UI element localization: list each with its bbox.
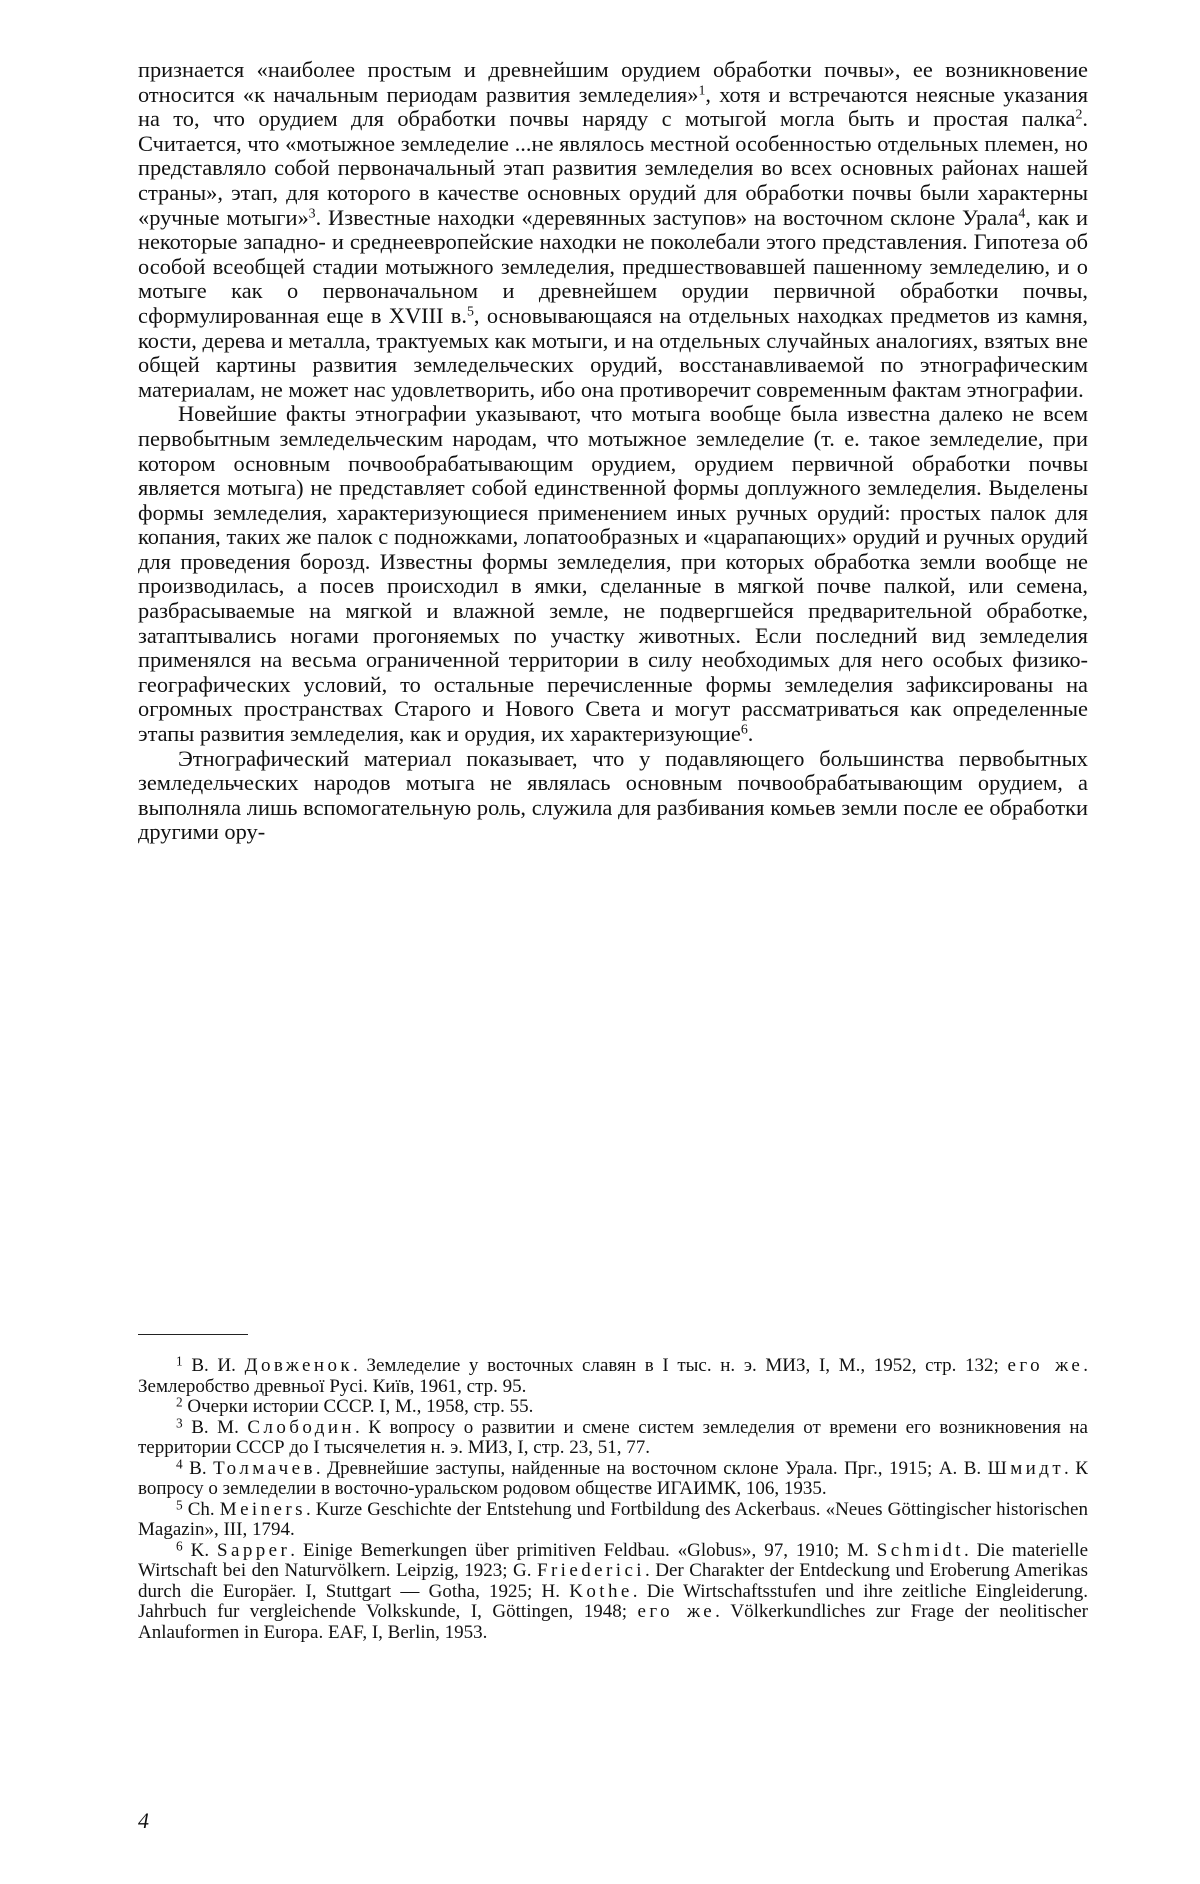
footnote-ref: 1 (698, 82, 706, 98)
footnote (138, 1497, 1088, 1541)
footnote-ref: 5 (466, 304, 474, 320)
main-text (138, 58, 1088, 845)
paragraph (138, 58, 1088, 402)
page (138, 57, 1089, 1833)
footnote-text: . Kurze Geschichte der Entstehung und Fortbildung des Ackerbaus. «Neues Göttingischer historischen Magazin», III, 1794. (138, 1498, 1088, 1540)
text-run: Этнографический материал показывает, что у подавляющего большинства первобытных земледельческих народов мотыга не являлась основным почвообрабатывающим орудием, а выполняла лишь вспомогательную роль, служила для разбивания комьев земли после ее обработки другими ору- (138, 745, 1088, 845)
author-name: Kothe (569, 1580, 633, 1602)
footnote-number: 3 (176, 1415, 183, 1431)
footnote-text: Очерки истории СССР. I, М., 1958, стр. 55. (187, 1396, 534, 1417)
author-name: Слободин (247, 1416, 355, 1438)
footnote-text: В. М. (191, 1416, 248, 1438)
text-run: , хотя и встречаются неясные указания на то, что орудием для обработки почвы наряду с мотыгой могла быть и простая палка (138, 81, 1088, 132)
footnote-ref: 4 (1018, 205, 1026, 221)
footnote-number: 6 (176, 1538, 183, 1554)
author-name: Meiners (219, 1498, 306, 1520)
footnote (138, 1415, 1088, 1459)
footnote-text: . К вопросу о земледелии в восточно-уральском родовом обществе ИГАИМК, 106, 1935. (138, 1457, 1088, 1499)
footnote-text: K. (190, 1539, 217, 1561)
footnote-number: 4 (176, 1456, 183, 1472)
author-name: Sapper (217, 1539, 291, 1561)
text-run: Новейшие факты этнографии указывают, что мотыга вообще была известна далеко не всем первобытным земледельческим народам, что мотыжное земледелие (т. е. такое земледелие, при котором основным почвообрабатывающим орудием, орудием первичной обработки почвы является мотыга) не представляет собой единственной формы доплужного земледелия. Выделены формы земледелия, характеризующиеся применением иных ручных орудий: простых палок для копания, таких же палок с подножками, лопатообразных и «царапающих» орудий и ручных орудий для проведения борозд. Известны формы земледелия, при которых обработка земли вообще не производилась, а посев происходил в ямки, сделанные в мягкой почве палкой, или семена, разбрасываемые на мягкой и влажной земле, не подвергшейся предварительной обработке, затаптывались ногами прогоняемых по участку животных. Если последний вид земледелия применялся на весьма ограниченной территории в силу необходимых для него особых физико-географических условий, то остальные перечисленные формы земледелия зафиксированы на огромных пространствах Старого и Нового Света и могут рассматриваться как определенные этапы развития земледелия, как и орудия, их характеризующие (138, 401, 1088, 747)
author-name: его же (637, 1601, 716, 1622)
author-name: Толмачев (213, 1457, 316, 1479)
footnote (138, 1538, 1088, 1644)
author-name: Friederici (536, 1560, 646, 1581)
footnote-number: 2 (176, 1394, 183, 1410)
author-name: Довженок (244, 1355, 354, 1376)
page-number: 4 (138, 1808, 149, 1833)
author-name: Шмидт (987, 1457, 1065, 1479)
footnote-ref: 2 (1075, 107, 1083, 123)
text-run: , как и некоторые западно- и среднеевропейские находки не поколебали этого представления. Гипотеза об особой всеобщей стадии мотыжного земледелия, предшествовавшей пашенному земледелию, и о мотыге как о первоначальном и древнейшем орудии первичной обработки почвы, сформулированная еще в XVIII в. (138, 204, 1089, 328)
footnote-text: . Землеробство древньої Русі. Київ, 1961, стр. 95. (138, 1355, 1088, 1397)
text-run: . Считается, что «мотыжное земледелие ...не являлось местной особенностью отдельных племен, но представляло собой первоначальный этап развития земледелия во всех основных районах нашей страны», этап, для которого в качестве основных орудий для обработки почвы были характерны «ручные мотыги» (138, 106, 1088, 230)
paragraph (138, 747, 1088, 845)
footnote-text: . Земледелие у восточных славян в I тыс. н. э. МИЗ, I, М., 1952, стр. 132; (353, 1355, 1008, 1376)
paragraph (138, 402, 1088, 746)
footnote-ref: 6 (740, 722, 748, 738)
footnote-text: . Einige Bemerkungen über primitiven Feldbau. «Globus», 97, 1910; M. (290, 1539, 877, 1561)
text-run: признается «наиболее простым и древнейшим орудием обработки почвы», ее возникновение относится «к начальным периодам развития земледелия» (138, 57, 1088, 107)
footnote-text: . Der Charakter der Entdeckung und Eroberung Amerikas durch die Europäer. I, Stuttgart — Gotha, 1925; H. (138, 1560, 1088, 1602)
author-name: Schmidt (876, 1539, 964, 1561)
footnote-text: . Völkerkundliches zur Frage der neolitischer Anlauformen in Europa. EAF, I, Berlin, 1953. (138, 1601, 1088, 1643)
author-name: его же (1007, 1355, 1084, 1376)
footnote-number: 5 (176, 1497, 183, 1513)
footnote-divider (138, 1334, 248, 1335)
footnote-text: Ch. (187, 1498, 220, 1520)
footnote-text: . Die materielle Wirtschaft bei den Naturvölkern. Leipzig, 1923; G. (138, 1539, 1088, 1581)
text-run: . Известные находки «деревянных заступов» на восточном склоне Урала (315, 204, 1019, 230)
text-run: , основывающаяся на отдельных находках предметов из камня, кости, дерева и металла, трактуемых как мотыги, и на отдельных случайных аналогиях, взятых вне общей картины развития земледельческих орудий, восстанавливаемой по этнографическим материалам, не может нас удовлетворить, ибо она противоречит современным фактам этнографии. (138, 302, 1088, 402)
footnote (138, 1353, 1088, 1397)
footnote (138, 1394, 1088, 1418)
footnote-text: В. (189, 1457, 214, 1479)
footnote-text: . Die Wirtschaftsstufen und ihre zeitliche Eingleiderung. Jahrbuch fur vergleichende Volkskunde, I, Göttingen, 1948; (138, 1580, 1088, 1622)
footnote-text: . К вопросу о развитии и смене систем земледелия от времени его возникновения на территории СССР до I тысячелетия н. э. МИЗ, I, стр. 23, 51, 77. (138, 1416, 1088, 1458)
footnote-text: . Древнейшие заступы, найденные на восточном склоне Урала. Прг., 1915; А. В. (315, 1457, 988, 1479)
footnote-number: 1 (176, 1353, 183, 1369)
text-run: . (747, 721, 754, 747)
footnote (138, 1456, 1088, 1500)
footnote-text: В. И. (191, 1355, 245, 1376)
footnotes (138, 1353, 1088, 1643)
footnote-ref: 3 (308, 205, 316, 221)
